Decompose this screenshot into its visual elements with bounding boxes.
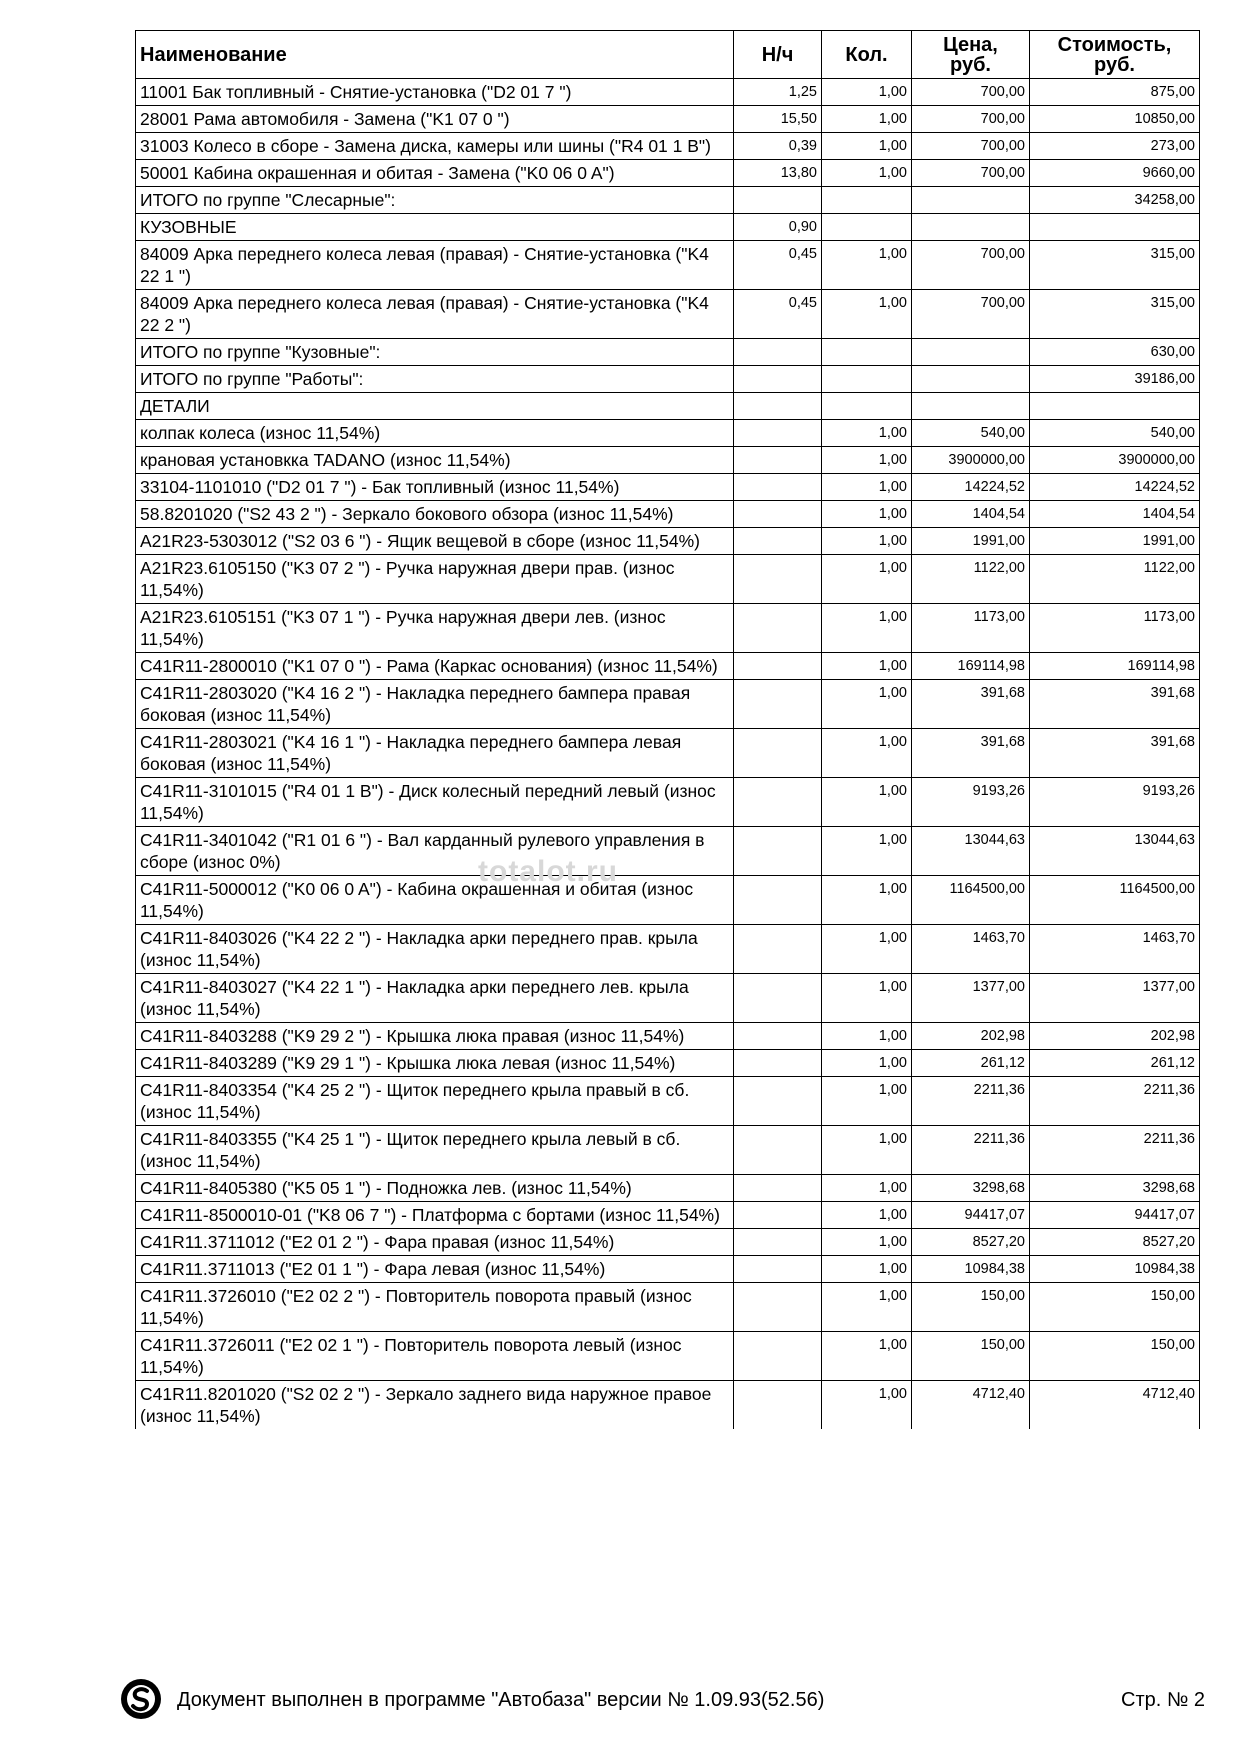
cell-qty: 1,00 bbox=[822, 1050, 912, 1077]
page-number: Стр. № 2 bbox=[1121, 1689, 1205, 1711]
cell-name: 50001 Кабина окрашенная и обитая - Замена ("K0 06 0 A") bbox=[136, 160, 734, 187]
cell-name: C41R11-8403026 ("K4 22 2 ") - Накладка арки переднего прав. крыла (износ 11,54%) bbox=[136, 925, 734, 974]
table-row bbox=[136, 1175, 1200, 1202]
cell-hours bbox=[734, 925, 822, 974]
cell-name: ИТОГО по группе "Кузовные": bbox=[136, 339, 734, 366]
cell-cost: 261,12 bbox=[1030, 1050, 1200, 1077]
cell-qty: 1,00 bbox=[822, 1202, 912, 1229]
cell-cost: 875,00 bbox=[1030, 79, 1200, 106]
cell-hours bbox=[734, 501, 822, 528]
cell-cost: 8527,20 bbox=[1030, 1229, 1200, 1256]
table-row bbox=[136, 420, 1200, 447]
cell-price: 1463,70 bbox=[912, 925, 1030, 974]
cell-hours bbox=[734, 555, 822, 604]
cell-price: 4712,40 bbox=[912, 1381, 1030, 1430]
cell-name: C41R11.3711012 ("E2 01 2 ") - Фара правая (износ 11,54%) bbox=[136, 1229, 734, 1256]
cell-cost: 391,68 bbox=[1030, 680, 1200, 729]
table-row bbox=[136, 290, 1200, 339]
cell-qty: 1,00 bbox=[822, 79, 912, 106]
cell-name: C41R11.8201020 ("S2 02 2 ") - Зеркало заднего вида наружное правое (износ 11,54%) bbox=[136, 1381, 734, 1430]
cell-hours bbox=[734, 1256, 822, 1283]
cell-qty: 1,00 bbox=[822, 653, 912, 680]
cell-cost: 3900000,00 bbox=[1030, 447, 1200, 474]
cell-qty: 1,00 bbox=[822, 925, 912, 974]
cell-name: C41R11.3726010 ("E2 02 2 ") - Повторитель поворота правый (износ 11,54%) bbox=[136, 1283, 734, 1332]
cell-qty bbox=[822, 393, 912, 420]
autobaza-logo-icon bbox=[120, 1678, 162, 1720]
cell-price bbox=[912, 393, 1030, 420]
cell-name: A21R23-5303012 ("S2 03 6 ") - Ящик вещевой в сборе (износ 11,54%) bbox=[136, 528, 734, 555]
table-row bbox=[136, 393, 1200, 420]
cell-name: A21R23.6105150 ("K3 07 2 ") - Ручка наружная двери прав. (износ 11,54%) bbox=[136, 555, 734, 604]
cell-name: C41R11-2800010 ("K1 07 0 ") - Рама (Каркас основания) (износ 11,54%) bbox=[136, 653, 734, 680]
cell-cost: 1173,00 bbox=[1030, 604, 1200, 653]
cell-price: 2211,36 bbox=[912, 1077, 1030, 1126]
cell-cost: 1463,70 bbox=[1030, 925, 1200, 974]
cell-price: 1164500,00 bbox=[912, 876, 1030, 925]
cell-price: 150,00 bbox=[912, 1283, 1030, 1332]
cell-hours bbox=[734, 366, 822, 393]
cell-hours bbox=[734, 680, 822, 729]
cell-price: 261,12 bbox=[912, 1050, 1030, 1077]
cell-cost: 2211,36 bbox=[1030, 1126, 1200, 1175]
cell-cost: 9660,00 bbox=[1030, 160, 1200, 187]
cell-name: C41R11-2803020 ("K4 16 2 ") - Накладка переднего бампера правая боковая (износ 11,54%) bbox=[136, 680, 734, 729]
cell-qty: 1,00 bbox=[822, 1126, 912, 1175]
cell-name: 31003 Колесо в сборе - Замена диска, камеры или шины ("R4 01 1 B") bbox=[136, 133, 734, 160]
cell-price: 1991,00 bbox=[912, 528, 1030, 555]
table-row bbox=[136, 876, 1200, 925]
cell-name: C41R11-8403289 ("K9 29 1 ") - Крышка люка левая (износ 11,54%) bbox=[136, 1050, 734, 1077]
cell-hours bbox=[734, 604, 822, 653]
cell-price: 1173,00 bbox=[912, 604, 1030, 653]
table-row bbox=[136, 827, 1200, 876]
cell-qty: 1,00 bbox=[822, 474, 912, 501]
footer bbox=[120, 1678, 1205, 1726]
cell-price: 700,00 bbox=[912, 79, 1030, 106]
table-row bbox=[136, 555, 1200, 604]
table-row bbox=[136, 106, 1200, 133]
cell-hours: 1,25 bbox=[734, 79, 822, 106]
cell-price: 2211,36 bbox=[912, 1126, 1030, 1175]
cell-cost: 14224,52 bbox=[1030, 474, 1200, 501]
cell-hours bbox=[734, 974, 822, 1023]
table-header-row bbox=[136, 31, 1200, 79]
table-row bbox=[136, 1126, 1200, 1175]
cell-qty: 1,00 bbox=[822, 1332, 912, 1381]
cell-price bbox=[912, 339, 1030, 366]
table-row bbox=[136, 339, 1200, 366]
cell-qty: 1,00 bbox=[822, 447, 912, 474]
table-row bbox=[136, 653, 1200, 680]
cell-cost: 94417,07 bbox=[1030, 1202, 1200, 1229]
cell-price: 391,68 bbox=[912, 680, 1030, 729]
cell-cost: 4712,40 bbox=[1030, 1381, 1200, 1430]
cell-name: 33104-1101010 ("D2 01 7 ") - Бак топливный (износ 11,54%) bbox=[136, 474, 734, 501]
cell-price: 10984,38 bbox=[912, 1256, 1030, 1283]
cell-hours bbox=[734, 420, 822, 447]
cell-name: C41R11.3711013 ("E2 01 1 ") - Фара левая (износ 11,54%) bbox=[136, 1256, 734, 1283]
table-row bbox=[136, 447, 1200, 474]
cell-price: 540,00 bbox=[912, 420, 1030, 447]
cell-hours bbox=[734, 1175, 822, 1202]
cell-cost: 10850,00 bbox=[1030, 106, 1200, 133]
table-row bbox=[136, 680, 1200, 729]
cell-qty: 1,00 bbox=[822, 501, 912, 528]
cell-hours: 0,45 bbox=[734, 241, 822, 290]
cell-hours bbox=[734, 447, 822, 474]
cell-price: 1377,00 bbox=[912, 974, 1030, 1023]
table-row bbox=[136, 187, 1200, 214]
cell-hours bbox=[734, 1023, 822, 1050]
cell-cost: 13044,63 bbox=[1030, 827, 1200, 876]
cell-hours bbox=[734, 528, 822, 555]
cell-cost: 315,00 bbox=[1030, 241, 1200, 290]
header-name: Наименование bbox=[136, 31, 734, 79]
cell-hours bbox=[734, 339, 822, 366]
cell-name: 11001 Бак топливный - Снятие-установка ("D2 01 7 ") bbox=[136, 79, 734, 106]
cell-qty: 1,00 bbox=[822, 876, 912, 925]
header-qty: Кол. bbox=[822, 31, 912, 79]
table-row bbox=[136, 1332, 1200, 1381]
cell-cost: 150,00 bbox=[1030, 1283, 1200, 1332]
cell-cost: 315,00 bbox=[1030, 290, 1200, 339]
estimate-table bbox=[135, 30, 1200, 1429]
cell-price: 9193,26 bbox=[912, 778, 1030, 827]
table-row bbox=[136, 160, 1200, 187]
header-hours: Н/ч bbox=[734, 31, 822, 79]
cell-name: КУЗОВНЫЕ bbox=[136, 214, 734, 241]
header-price-line1: Цена, bbox=[943, 33, 998, 56]
cell-price bbox=[912, 366, 1030, 393]
cell-cost: 391,68 bbox=[1030, 729, 1200, 778]
cell-qty: 1,00 bbox=[822, 1381, 912, 1430]
cell-cost: 1164500,00 bbox=[1030, 876, 1200, 925]
table-row bbox=[136, 1229, 1200, 1256]
cell-qty: 1,00 bbox=[822, 106, 912, 133]
table-row bbox=[136, 925, 1200, 974]
cell-hours bbox=[734, 876, 822, 925]
cell-qty: 1,00 bbox=[822, 827, 912, 876]
cell-name: 28001 Рама автомобиля - Замена ("K1 07 0 ") bbox=[136, 106, 734, 133]
cell-name: 58.8201020 ("S2 43 2 ") - Зеркало бокового обзора (износ 11,54%) bbox=[136, 501, 734, 528]
cell-price bbox=[912, 187, 1030, 214]
cell-hours bbox=[734, 1202, 822, 1229]
cell-hours bbox=[734, 393, 822, 420]
header-price bbox=[912, 31, 1030, 79]
cell-hours bbox=[734, 778, 822, 827]
cell-hours: 0,45 bbox=[734, 290, 822, 339]
cell-hours bbox=[734, 1229, 822, 1256]
table-row bbox=[136, 366, 1200, 393]
cell-price: 700,00 bbox=[912, 290, 1030, 339]
cell-hours bbox=[734, 187, 822, 214]
header-cost-line1: Стоимость, bbox=[1057, 33, 1172, 56]
cell-price: 3298,68 bbox=[912, 1175, 1030, 1202]
table-row bbox=[136, 778, 1200, 827]
cell-cost: 150,00 bbox=[1030, 1332, 1200, 1381]
footer-text: Документ выполнен в программе "Автобаза" версии № 1.09.93(52.56) bbox=[177, 1689, 825, 1711]
cell-hours bbox=[734, 1332, 822, 1381]
table-row bbox=[136, 528, 1200, 555]
header-cost-line2: руб. bbox=[1094, 53, 1135, 76]
cell-qty: 1,00 bbox=[822, 604, 912, 653]
cell-name: C41R11-8403288 ("K9 29 2 ") - Крышка люка правая (износ 11,54%) bbox=[136, 1023, 734, 1050]
cell-name: ИТОГО по группе "Слесарные": bbox=[136, 187, 734, 214]
cell-name: C41R11-5000012 ("K0 06 0 A") - Кабина окрашенная и обитая (износ 11,54%) bbox=[136, 876, 734, 925]
cell-name: C41R11-8403355 ("K4 25 1 ") - Щиток переднего крыла левый в сб. (износ 11,54%) bbox=[136, 1126, 734, 1175]
cell-name: C41R11.3726011 ("E2 02 1 ") - Повторитель поворота левый (износ 11,54%) bbox=[136, 1332, 734, 1381]
header-price-line2: руб. bbox=[950, 53, 991, 76]
table-row bbox=[136, 604, 1200, 653]
cell-qty: 1,00 bbox=[822, 974, 912, 1023]
cell-cost: 540,00 bbox=[1030, 420, 1200, 447]
cell-name: C41R11-8405380 ("K5 05 1 ") - Подножка лев. (износ 11,54%) bbox=[136, 1175, 734, 1202]
table-row bbox=[136, 1283, 1200, 1332]
cell-name: C41R11-3401042 ("R1 01 6 ") - Вал карданный рулевого управления в сборе (износ 0%) bbox=[136, 827, 734, 876]
cell-hours: 15,50 bbox=[734, 106, 822, 133]
cell-name: ДЕТАЛИ bbox=[136, 393, 734, 420]
cell-name: A21R23.6105151 ("K3 07 1 ") - Ручка наружная двери лев. (износ 11,54%) bbox=[136, 604, 734, 653]
cell-qty: 1,00 bbox=[822, 420, 912, 447]
cell-cost: 1404,54 bbox=[1030, 501, 1200, 528]
cell-hours bbox=[734, 1381, 822, 1430]
cell-price: 391,68 bbox=[912, 729, 1030, 778]
cell-qty: 1,00 bbox=[822, 528, 912, 555]
cell-name: C41R11-3101015 ("R4 01 1 B") - Диск колесный передний левый (износ 11,54%) bbox=[136, 778, 734, 827]
cell-cost: 630,00 bbox=[1030, 339, 1200, 366]
cell-name: крановая установкка TADANO (износ 11,54%) bbox=[136, 447, 734, 474]
cell-name: C41R11-8500010-01 ("K8 06 7 ") - Платформа с бортами (износ 11,54%) bbox=[136, 1202, 734, 1229]
cell-name: ИТОГО по группе "Работы": bbox=[136, 366, 734, 393]
table-row bbox=[136, 79, 1200, 106]
cell-cost: 202,98 bbox=[1030, 1023, 1200, 1050]
table-row bbox=[136, 1050, 1200, 1077]
cell-cost: 2211,36 bbox=[1030, 1077, 1200, 1126]
table-row bbox=[136, 241, 1200, 290]
cell-hours bbox=[734, 1050, 822, 1077]
cell-hours bbox=[734, 729, 822, 778]
watermark: totalot.ru bbox=[478, 855, 618, 888]
cell-qty: 1,00 bbox=[822, 680, 912, 729]
cell-price: 700,00 bbox=[912, 160, 1030, 187]
cell-price: 150,00 bbox=[912, 1332, 1030, 1381]
cell-cost: 1377,00 bbox=[1030, 974, 1200, 1023]
table-row bbox=[136, 974, 1200, 1023]
cell-cost: 3298,68 bbox=[1030, 1175, 1200, 1202]
cell-qty: 1,00 bbox=[822, 1023, 912, 1050]
cell-cost: 10984,38 bbox=[1030, 1256, 1200, 1283]
cell-price: 700,00 bbox=[912, 106, 1030, 133]
cell-hours bbox=[734, 1283, 822, 1332]
table-row bbox=[136, 1256, 1200, 1283]
table-row bbox=[136, 1023, 1200, 1050]
cell-cost: 34258,00 bbox=[1030, 187, 1200, 214]
cell-price: 1122,00 bbox=[912, 555, 1030, 604]
cell-price: 8527,20 bbox=[912, 1229, 1030, 1256]
cell-qty: 1,00 bbox=[822, 133, 912, 160]
table-row bbox=[136, 501, 1200, 528]
cell-qty bbox=[822, 214, 912, 241]
cell-price: 14224,52 bbox=[912, 474, 1030, 501]
table-row bbox=[136, 1077, 1200, 1126]
cell-cost: 1991,00 bbox=[1030, 528, 1200, 555]
table-row bbox=[136, 1202, 1200, 1229]
cell-qty: 1,00 bbox=[822, 1077, 912, 1126]
cell-qty: 1,00 bbox=[822, 290, 912, 339]
cell-hours bbox=[734, 827, 822, 876]
cell-price: 700,00 bbox=[912, 241, 1030, 290]
cell-name: колпак колеса (износ 11,54%) bbox=[136, 420, 734, 447]
cell-name: C41R11-8403354 ("K4 25 2 ") - Щиток переднего крыла правый в сб. (износ 11,54%) bbox=[136, 1077, 734, 1126]
cell-qty bbox=[822, 187, 912, 214]
cell-price: 3900000,00 bbox=[912, 447, 1030, 474]
cell-qty bbox=[822, 339, 912, 366]
table-row bbox=[136, 133, 1200, 160]
cell-qty: 1,00 bbox=[822, 778, 912, 827]
cell-qty: 1,00 bbox=[822, 1283, 912, 1332]
cell-name: 84009 Арка переднего колеса левая (правая) - Снятие-установка ("K4 22 2 ") bbox=[136, 290, 734, 339]
cell-cost: 39186,00 bbox=[1030, 366, 1200, 393]
cell-cost bbox=[1030, 393, 1200, 420]
cell-name: 84009 Арка переднего колеса левая (правая) - Снятие-установка ("K4 22 1 ") bbox=[136, 241, 734, 290]
cell-name: C41R11-8403027 ("K4 22 1 ") - Накладка арки переднего лев. крыла (износ 11,54%) bbox=[136, 974, 734, 1023]
cell-cost: 1122,00 bbox=[1030, 555, 1200, 604]
cell-hours bbox=[734, 1126, 822, 1175]
cell-price: 13044,63 bbox=[912, 827, 1030, 876]
cell-cost: 273,00 bbox=[1030, 133, 1200, 160]
cell-qty: 1,00 bbox=[822, 160, 912, 187]
cell-hours bbox=[734, 1077, 822, 1126]
cell-cost bbox=[1030, 214, 1200, 241]
cell-price bbox=[912, 214, 1030, 241]
table-row bbox=[136, 729, 1200, 778]
cell-qty: 1,00 bbox=[822, 1175, 912, 1202]
cell-qty: 1,00 bbox=[822, 555, 912, 604]
cell-cost: 9193,26 bbox=[1030, 778, 1200, 827]
cell-hours: 13,80 bbox=[734, 160, 822, 187]
cell-price: 202,98 bbox=[912, 1023, 1030, 1050]
cell-price: 700,00 bbox=[912, 133, 1030, 160]
cell-qty: 1,00 bbox=[822, 1256, 912, 1283]
cell-price: 94417,07 bbox=[912, 1202, 1030, 1229]
cell-cost: 169114,98 bbox=[1030, 653, 1200, 680]
cell-hours bbox=[734, 653, 822, 680]
cell-qty: 1,00 bbox=[822, 241, 912, 290]
cell-price: 1404,54 bbox=[912, 501, 1030, 528]
header-cost bbox=[1030, 31, 1200, 79]
cell-hours: 0,90 bbox=[734, 214, 822, 241]
cell-name: C41R11-2803021 ("K4 16 1 ") - Накладка переднего бампера левая боковая (износ 11,54%) bbox=[136, 729, 734, 778]
table-row bbox=[136, 214, 1200, 241]
cell-hours: 0,39 bbox=[734, 133, 822, 160]
table-row bbox=[136, 474, 1200, 501]
table-row bbox=[136, 1381, 1200, 1430]
cell-qty: 1,00 bbox=[822, 729, 912, 778]
cell-price: 169114,98 bbox=[912, 653, 1030, 680]
cell-qty bbox=[822, 366, 912, 393]
cell-qty: 1,00 bbox=[822, 1229, 912, 1256]
cell-hours bbox=[734, 474, 822, 501]
